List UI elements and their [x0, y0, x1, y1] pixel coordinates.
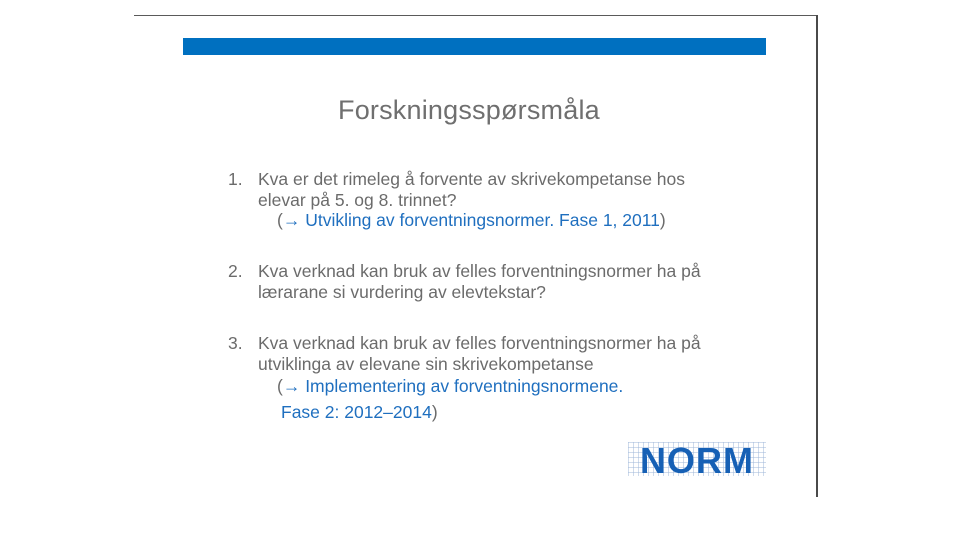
question-1-text	[258, 169, 685, 211]
question-2-line-2: lærarane si vurdering av elevtekstar?	[258, 282, 546, 302]
slide-frame-right-border	[816, 15, 818, 497]
question-3-text	[258, 333, 701, 375]
question-1-reference	[277, 210, 666, 231]
question-1-reference-text: Utvikling av forventningsnormer. Fase 1, 2011	[300, 210, 660, 230]
question-3-reference-text: Implementering av forventningsnormene.	[300, 376, 624, 396]
question-3-reference-line-2	[281, 402, 438, 423]
question-3-line-2: utviklinga av elevane sin skrivekompetanse	[258, 354, 594, 374]
arrow-right-icon: →	[282, 376, 301, 396]
reference-open-paren: (	[277, 210, 283, 230]
question-1-number: 1.	[228, 169, 243, 189]
question-3-line-1: Kva verknad kan bruk av felles forventningsnormer ha på	[258, 333, 701, 353]
question-3-number: 3.	[228, 333, 243, 353]
header-accent-bar	[183, 38, 766, 55]
question-1-line-2: elevar på 5. og 8. trinnet?	[258, 190, 457, 210]
question-3-reference-phase: Fase 2: 2012–2014	[281, 402, 432, 422]
reference-open-paren: (	[277, 376, 283, 396]
logo-text: NORM	[640, 442, 754, 476]
slide-title: Forskningsspørsmåla	[338, 95, 600, 125]
question-2-number: 2.	[228, 261, 243, 281]
reference-close-paren: )	[431, 402, 438, 422]
arrow-right-icon: →	[282, 210, 301, 230]
reference-close-paren: )	[659, 210, 666, 230]
question-2-text	[258, 261, 701, 303]
slide-frame-top-border	[134, 15, 817, 16]
norm-logo	[628, 442, 766, 476]
question-2-line-1: Kva verknad kan bruk av felles forventningsnormer ha på	[258, 261, 701, 281]
question-3-reference	[277, 376, 623, 397]
question-1-line-1: Kva er det rimeleg å forvente av skrivekompetanse hos	[258, 169, 686, 189]
